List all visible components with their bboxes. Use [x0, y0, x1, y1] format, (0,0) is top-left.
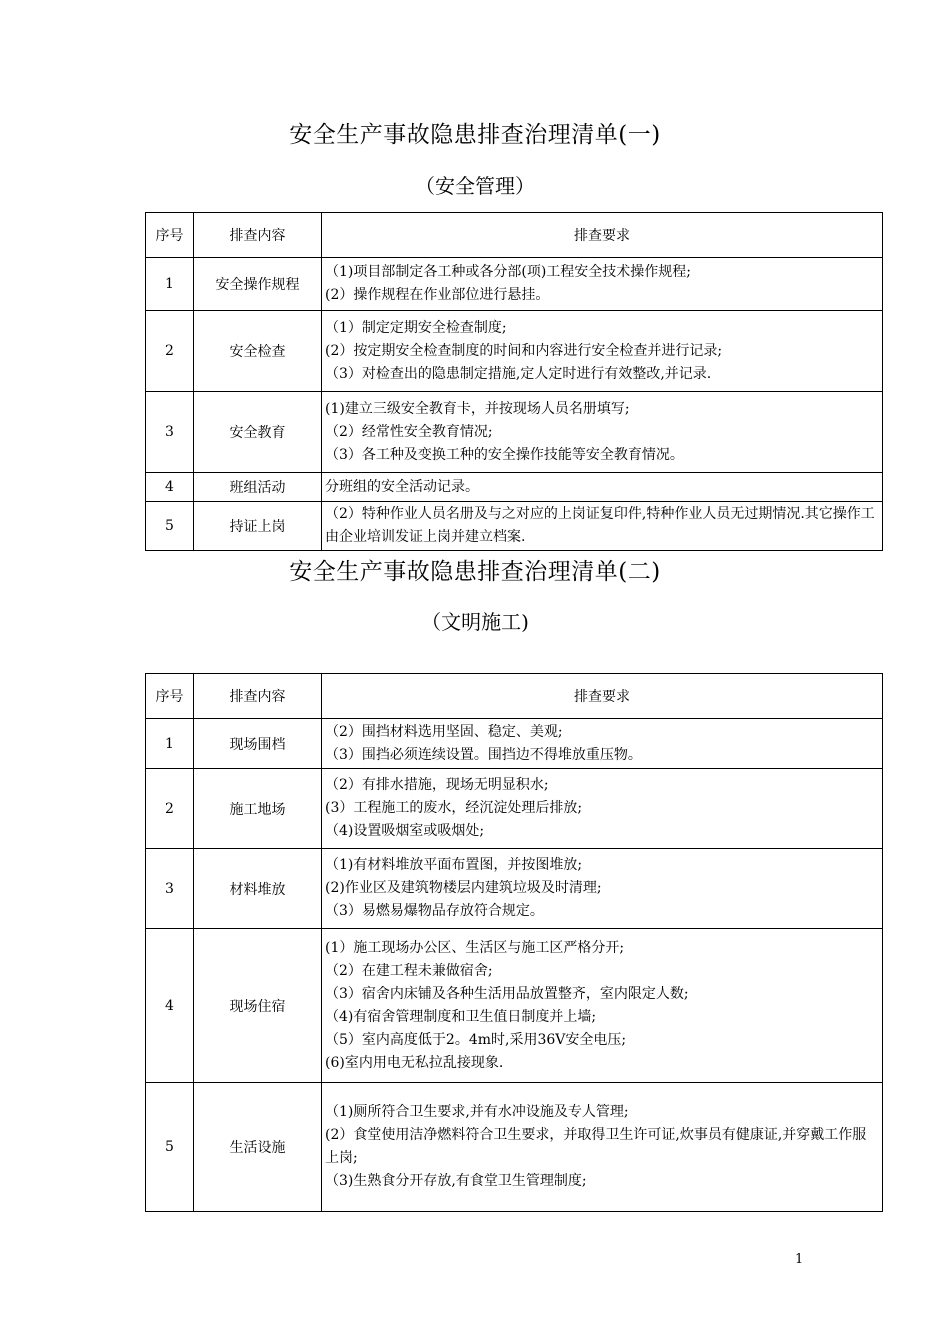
section2-subtitle: （文明施工) — [421, 610, 529, 634]
table-row — [146, 311, 883, 392]
section1-title: 安全生产事故隐患排查治理清单(一) — [289, 122, 661, 148]
requirement-line: （1)厕所符合卫生要求,并有水冲设施及专人管理; — [325, 1104, 629, 1120]
row-requirement — [322, 502, 883, 551]
header-no: 序号 — [146, 213, 194, 258]
table-row — [146, 769, 883, 849]
requirement-line: (6)室内用电无私拉乱接现象. — [325, 1054, 504, 1071]
header-no: 序号 — [146, 674, 194, 719]
row-no: 4 — [146, 929, 194, 1083]
row-item: 施工地场 — [194, 769, 322, 849]
requirement-line: (1)建立三级安全教育卡，并按现场人员名册填写; — [325, 400, 630, 417]
requirement-line: (3）工程施工的废水，经沉淀处理后排放; — [325, 800, 583, 816]
row-item: 现场住宿 — [194, 929, 322, 1083]
row-no: 1 — [146, 258, 194, 311]
row-no: 2 — [146, 311, 194, 392]
requirement-line: （5）室内高度低于2。4m时,采用36V安全电压; — [325, 1031, 627, 1048]
row-item: 持证上岗 — [194, 502, 322, 551]
table-safety-management — [145, 212, 883, 551]
table-civilized-construction — [145, 673, 883, 1212]
row-item: 安全检查 — [194, 311, 322, 392]
row-requirement — [322, 769, 883, 849]
row-no: 5 — [146, 502, 194, 551]
row-no: 1 — [146, 719, 194, 769]
row-item: 现场围档 — [194, 719, 322, 769]
table-row — [146, 929, 883, 1083]
table-row — [146, 258, 883, 311]
table-row — [146, 1083, 883, 1212]
requirement-line: (1）施工现场办公区、生活区与施工区严格分开; — [325, 939, 625, 956]
section2-title: 安全生产事故隐患排查治理清单(二) — [289, 559, 661, 585]
table-row — [146, 849, 883, 929]
row-requirement — [322, 1083, 883, 1212]
requirement-line: (2)作业区及建筑物楼层内建筑垃圾及时清理; — [325, 880, 602, 896]
row-item: 材料堆放 — [194, 849, 322, 929]
header-item: 排查内容 — [194, 213, 322, 258]
table-header-row — [146, 674, 883, 719]
requirement-line: （3）对检查出的隐患制定措施,定人定时进行有效整改,并记录. — [325, 365, 712, 382]
page-number: 1 — [795, 1252, 804, 1267]
requirement-line: （2）经常性安全教育情况; — [325, 423, 493, 440]
requirement-line: （3）宿舍内床铺及各种生活用品放置整齐，室内限定人数; — [325, 985, 689, 1002]
row-requirement — [322, 929, 883, 1083]
header-item: 排查内容 — [194, 674, 322, 719]
row-no: 2 — [146, 769, 194, 849]
row-no: 3 — [146, 392, 194, 473]
row-item: 安全教育 — [194, 392, 322, 473]
row-no: 3 — [146, 849, 194, 929]
requirement-line: （3）围挡必须连续设置。围挡边不得堆放重压物。 — [325, 746, 642, 763]
row-item: 生活设施 — [194, 1083, 322, 1212]
requirement-line: （2）围挡材料选用坚固、稳定、美观; — [325, 723, 563, 740]
requirement-line: （2）特种作业人员名册及与之对应的上岗证复印件,特种作业人员无过期情况.其它操作工由企业培训发证上岗并建立档案. — [325, 506, 875, 545]
requirement-line: (2）按定期安全检查制度的时间和内容进行安全检查并进行记录; — [325, 342, 723, 359]
requirement-line: (2）操作规程在作业部位进行悬挂。 — [325, 287, 550, 303]
requirement-line: （4)有宿舍管理制度和卫生值日制度并上墙; — [325, 1008, 597, 1025]
requirement-line: （3）各工种及变换工种的安全操作技能等安全教育情况。 — [325, 446, 684, 463]
row-item: 安全操作规程 — [194, 258, 322, 311]
requirement-line: （2）有排水措施，现场无明显积水; — [325, 777, 549, 793]
table-row — [146, 502, 883, 551]
requirement-line: （1)有材料堆放平面布置图，并按图堆放; — [325, 857, 583, 873]
requirement-line: （1）制定定期安全检查制度; — [325, 319, 507, 336]
row-no: 4 — [146, 473, 194, 502]
row-requirement — [322, 311, 883, 392]
table-header-row — [146, 213, 883, 258]
row-no: 5 — [146, 1083, 194, 1212]
row-requirement — [322, 849, 883, 929]
table-row — [146, 392, 883, 473]
requirement-line: （3）易燃易爆物品存放符合规定。 — [325, 903, 544, 919]
row-requirement — [322, 258, 883, 311]
requirement-line: （4)设置吸烟室或吸烟处; — [325, 823, 485, 839]
row-requirement — [322, 719, 883, 769]
requirement-line: 分班组的安全活动记录。 — [325, 478, 479, 495]
requirement-line: （2）在建工程未兼做宿舍; — [325, 962, 493, 979]
table-row — [146, 719, 883, 769]
header-requirement: 排查要求 — [322, 213, 883, 258]
header-requirement: 排查要求 — [322, 674, 883, 719]
row-requirement — [322, 392, 883, 473]
table-row — [146, 473, 883, 502]
row-requirement — [322, 473, 883, 502]
requirement-line: (2）食堂使用洁净燃料符合卫生要求，并取得卫生许可证,炊事员有健康证,并穿戴工作服上岗; — [325, 1127, 867, 1166]
requirement-line: （3)生熟食分开存放,有食堂卫生管理制度; — [325, 1173, 587, 1189]
requirement-line: （1)项目部制定各工种或各分部(项)工程安全技术操作规程; — [325, 264, 692, 280]
row-item: 班组活动 — [194, 473, 322, 502]
section1-subtitle: （安全管理） — [415, 174, 535, 198]
